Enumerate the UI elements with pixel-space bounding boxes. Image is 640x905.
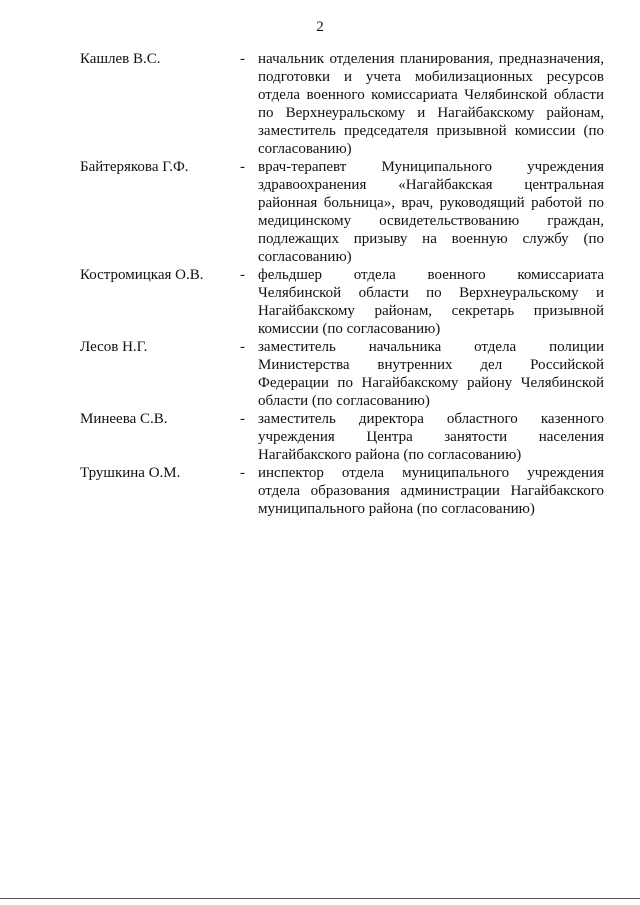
- member-name: Трушкина О.М.: [80, 465, 181, 481]
- list-item: [80, 410, 610, 464]
- member-position: заместитель начальника отдела полиции Министерства внутренних дел Российской Федерации по Нагайбакскому району Челябинской области (по согласованию): [258, 339, 604, 409]
- dash-separator: -: [240, 411, 245, 427]
- dash-separator: -: [240, 267, 245, 283]
- member-name: Костромицкая О.В.: [80, 267, 204, 283]
- dash-separator: -: [240, 51, 245, 67]
- dash-separator: -: [240, 465, 245, 481]
- member-name: Лесов Н.Г.: [80, 339, 148, 355]
- member-position: заместитель директора областного казенного учреждения Центра занятости населения Нагайбакского района (по согласованию): [258, 411, 604, 463]
- dash-separator: -: [240, 339, 245, 355]
- list-item: [80, 50, 610, 158]
- page-number: 2: [316, 19, 324, 35]
- member-position: инспектор отдела муниципального учреждения отдела образования администрации Нагайбакского муниципального района (по согласованию): [258, 465, 604, 517]
- dash-separator: -: [240, 159, 245, 175]
- list-item: [80, 464, 610, 518]
- footer-divider: [0, 898, 640, 899]
- member-name: Минеева С.В.: [80, 411, 168, 427]
- member-position: врач-терапевт Муниципального учреждения здравоохранения «Нагайбакская центральная районная больница», врач, руководящий работой по медицинскому освидетельствованию граждан, подлежащих призыву на военную службу (по согласованию): [258, 159, 604, 265]
- member-name: Кашлев В.С.: [80, 51, 161, 67]
- list-item: [80, 266, 610, 338]
- list-item: [80, 338, 610, 410]
- list-item: [80, 158, 610, 266]
- member-position: начальник отделения планирования, предназначения, подготовки и учета мобилизационных ресурсов отдела военного комиссариата Челябинской области по Верхнеуральскому и Нагайбакскому районам, заместитель председателя призывной комиссии (по согласованию): [258, 51, 604, 157]
- commission-member-list: [80, 50, 610, 518]
- member-name: Байтерякова Г.Ф.: [80, 159, 189, 175]
- member-position: фельдшер отдела военного комиссариата Челябинской области по Верхнеуральскому и Нагайбакскому районам, секретарь призывной комиссии (по согласованию): [258, 267, 604, 337]
